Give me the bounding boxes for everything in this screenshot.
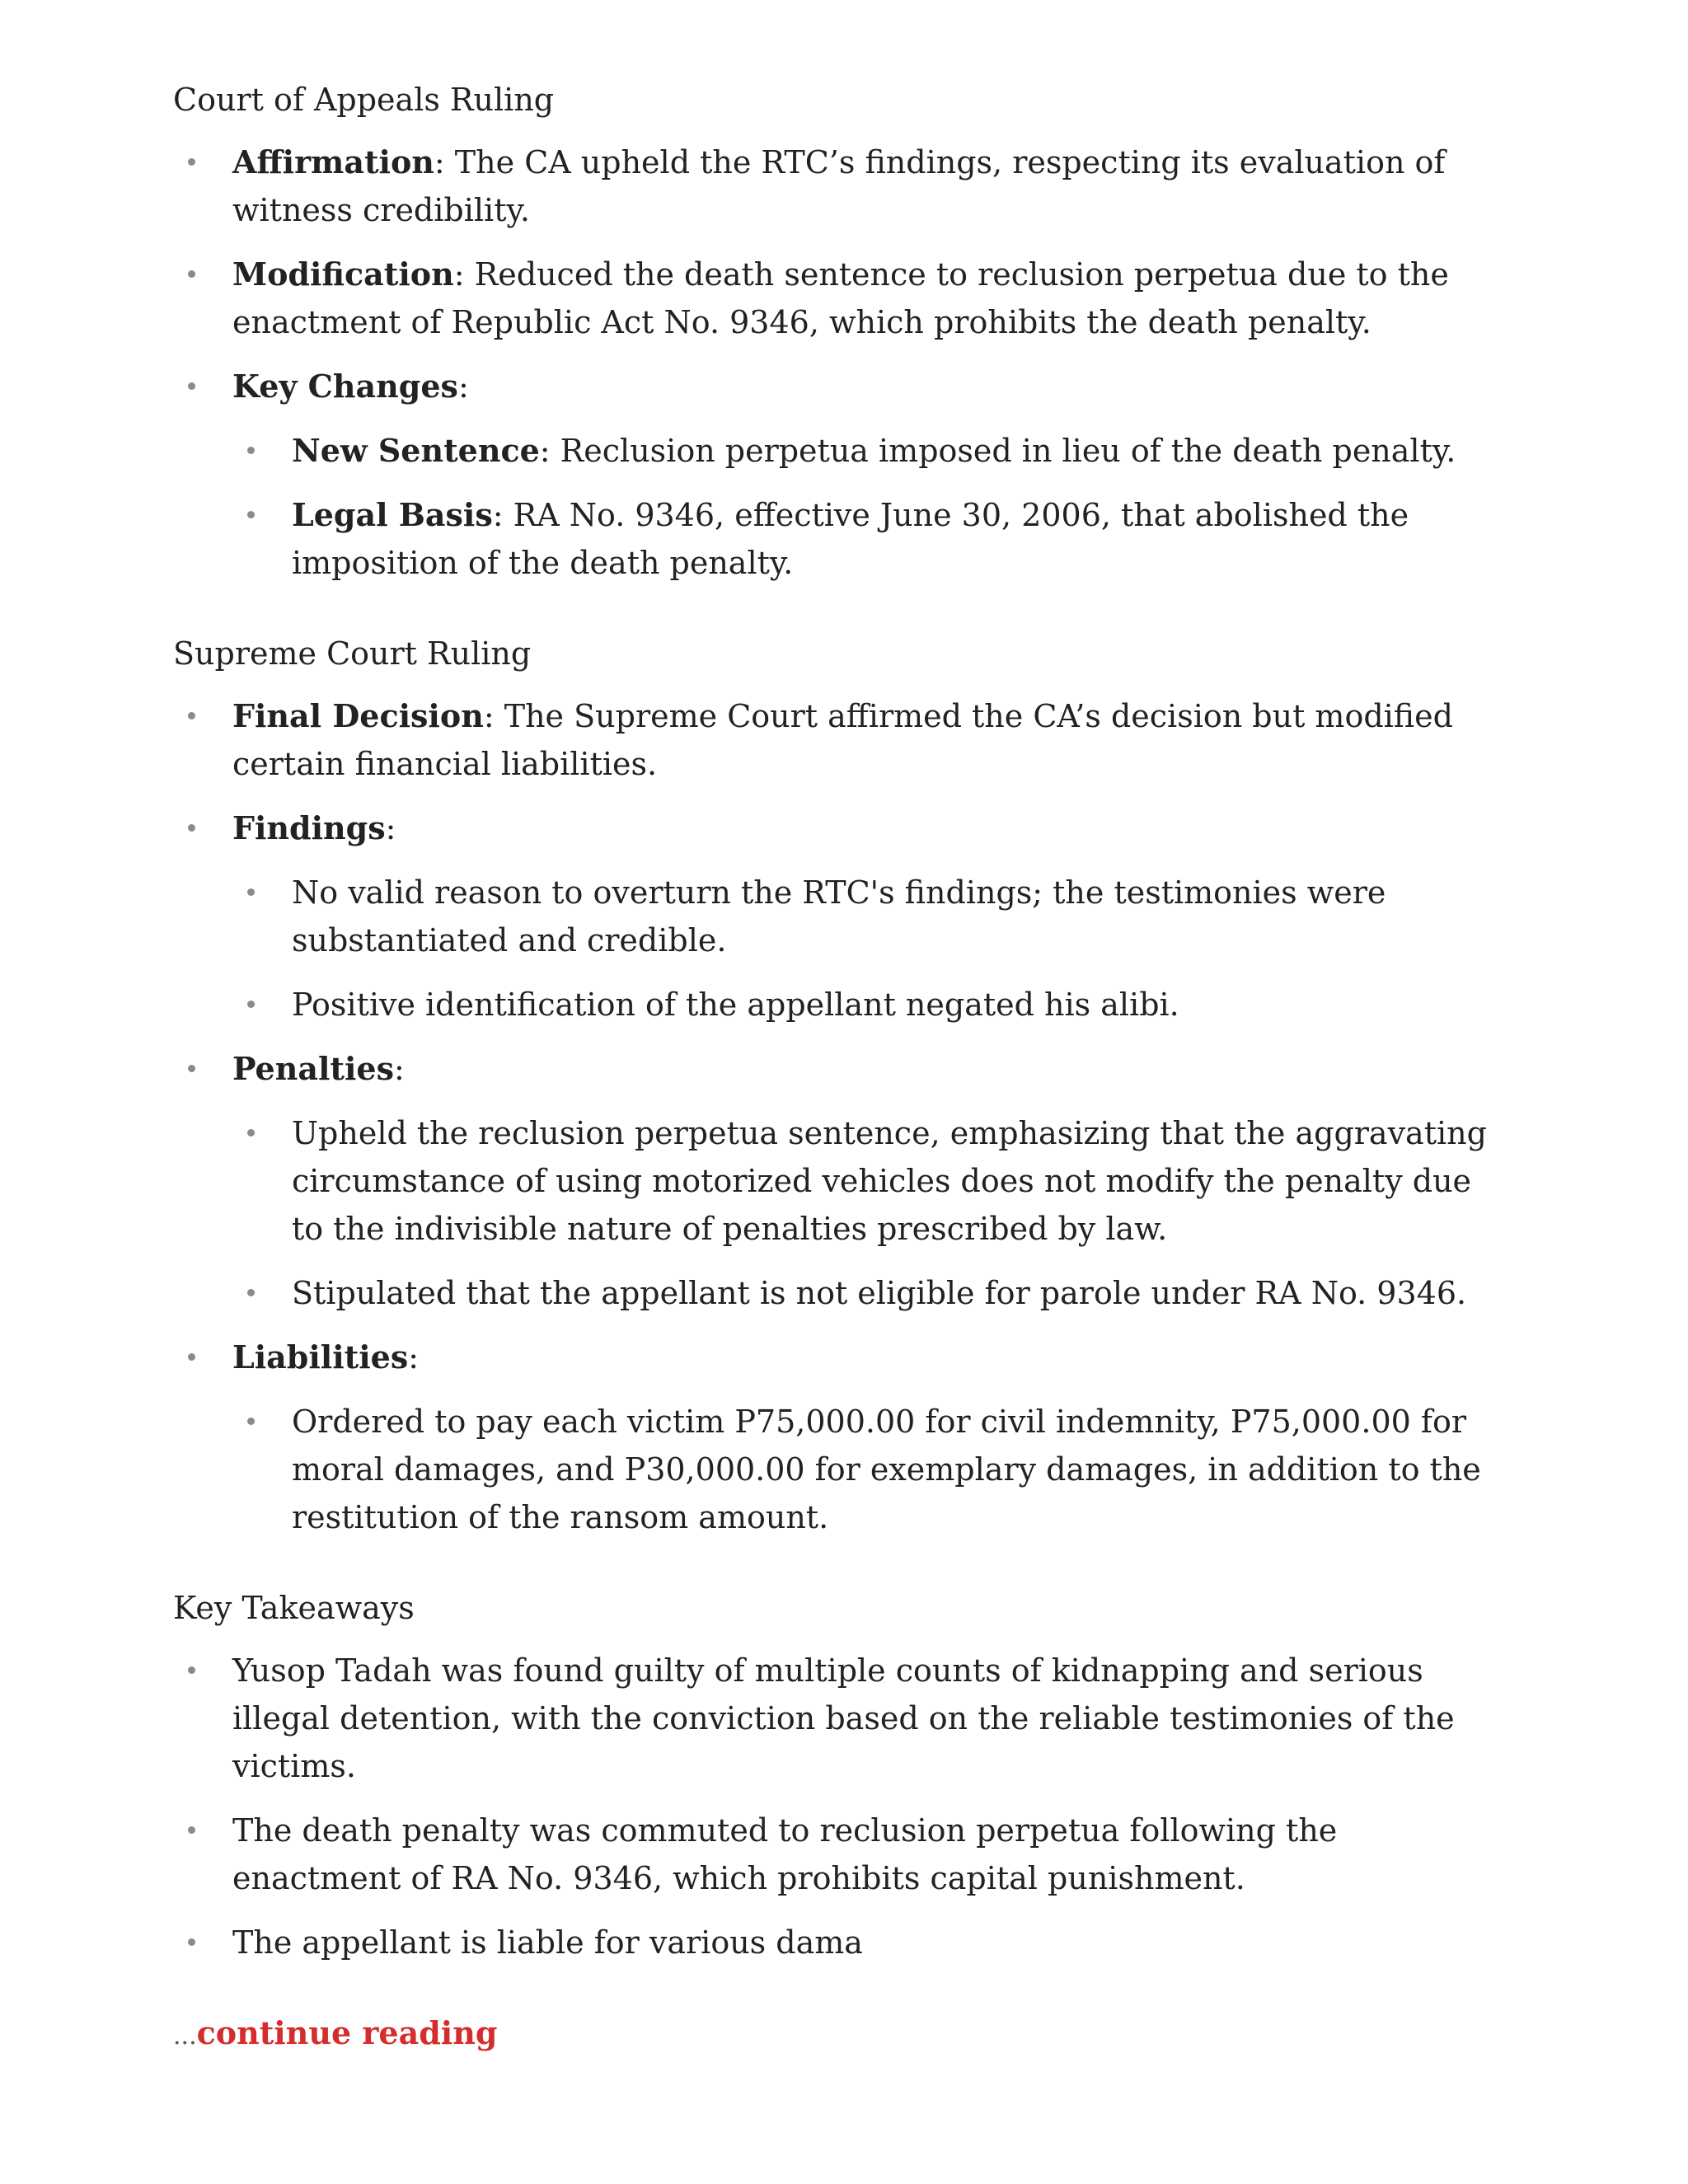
sub-list-item: [173, 427, 1492, 475]
item-term: New Sentence: [292, 432, 540, 469]
list-item: [173, 1333, 1492, 1541]
bullet-icon: [247, 1129, 255, 1137]
section-heading: Supreme Court Ruling: [173, 635, 532, 672]
item-term: Key Changes: [232, 368, 458, 405]
item-text: Ordered to pay each victim P75,000.00 for civil indemnity, P75,000.00 for moral damages, and P30,000.00 for exemplary damages, in addition to the restitution of the ransom amount.: [292, 1404, 1481, 1535]
sub-list-item: [173, 981, 1492, 1029]
section-heading: Key Takeaways: [173, 1590, 415, 1626]
list-item: [173, 363, 1492, 587]
bullet-icon: [188, 158, 195, 166]
sub-list-item: [173, 1269, 1492, 1317]
item-term: Legal Basis: [292, 496, 493, 533]
list-item: [173, 804, 1492, 1029]
ellipsis: ...: [173, 2022, 197, 2050]
bullet-icon: [188, 1065, 195, 1072]
item-term: Modification: [232, 255, 454, 293]
bullet-list: [173, 138, 1492, 587]
item-text: :: [457, 368, 469, 405]
item-text: The appellant is liable for various dama: [232, 1924, 863, 1961]
bullet-icon: [188, 1938, 195, 1946]
item-term: Liabilities: [232, 1338, 409, 1376]
list-item: [173, 138, 1492, 234]
item-text: : The Supreme Court affirmed the CA’s decision but modified certain financial liabilities.: [232, 698, 1453, 782]
list-item: [173, 1919, 1492, 1966]
bullet-list: [173, 1647, 1492, 1966]
list-item: [173, 1647, 1492, 1790]
bullet-icon: [188, 382, 195, 390]
bullet-icon: [188, 824, 195, 832]
sub-bullet-list: [232, 869, 1492, 1029]
item-term: Penalties: [232, 1050, 394, 1087]
sub-bullet-list: [232, 1109, 1492, 1317]
bullet-icon: [247, 888, 255, 896]
bullet-list: [173, 692, 1492, 1541]
sub-list-item: [173, 869, 1492, 964]
item-text: Stipulated that the appellant is not eligible for parole under RA No. 9346.: [292, 1275, 1467, 1311]
bullet-icon: [247, 511, 255, 518]
item-text: No valid reason to overturn the RTC's findings; the testimonies were substantiated and credible.: [292, 874, 1386, 958]
bullet-icon: [247, 1418, 255, 1425]
bullet-icon: [247, 1289, 255, 1296]
bullet-icon: [188, 712, 195, 719]
bullet-icon: [247, 1001, 255, 1008]
item-text: Yusop Tadah was found guilty of multiple counts of kidnapping and serious illegal detention, with the conviction based on the reliable testimonies of the victims.: [232, 1652, 1455, 1784]
bullet-icon: [188, 1353, 195, 1361]
continue-reading: [173, 2009, 1492, 2060]
list-item: [173, 251, 1492, 346]
item-text: Positive identification of the appellant negated his alibi.: [292, 987, 1179, 1023]
bullet-icon: [188, 270, 195, 278]
bullet-icon: [188, 1666, 195, 1674]
bullet-icon: [247, 447, 255, 454]
item-text: : Reclusion perpetua imposed in lieu of the death penalty.: [539, 433, 1456, 469]
sub-bullet-list: [232, 1398, 1492, 1541]
list-item: [173, 1045, 1492, 1317]
sub-list-item: [173, 1398, 1492, 1541]
list-item: [173, 692, 1492, 788]
item-text: : RA No. 9346, effective June 30, 2006, that abolished the imposition of the death penalty.: [292, 497, 1409, 581]
section-heading: Court of Appeals Ruling: [173, 82, 555, 118]
list-item: [173, 1807, 1492, 1902]
item-term: Findings: [232, 809, 386, 846]
item-text: Upheld the reclusion perpetua sentence, emphasizing that the aggravating circumstance of using motorized vehicles does not modify the penalty due to the indivisible nature of penalties prescribed by law.: [292, 1115, 1487, 1247]
item-text: :: [408, 1339, 420, 1376]
sub-bullet-list: [232, 427, 1492, 587]
sub-list-item: [173, 1109, 1492, 1253]
item-text: :: [393, 1051, 405, 1087]
continue-reading-link[interactable]: continue reading: [196, 2014, 498, 2051]
item-text: The death penalty was commuted to reclusion perpetua following the enactment of RA No. 9346, which prohibits capital punishment.: [232, 1812, 1338, 1896]
item-text: : The CA upheld the RTC’s findings, respecting its evaluation of witness credibility.: [232, 144, 1446, 228]
bullet-icon: [188, 1826, 195, 1834]
item-text: :: [385, 810, 396, 846]
item-text: : Reduced the death sentence to reclusion perpetua due to the enactment of Republic Act No. 9346, which prohibits the death penalty.: [232, 256, 1449, 340]
sub-list-item: [173, 491, 1492, 587]
item-term: Affirmation: [232, 143, 434, 180]
item-term: Final Decision: [232, 697, 484, 734]
